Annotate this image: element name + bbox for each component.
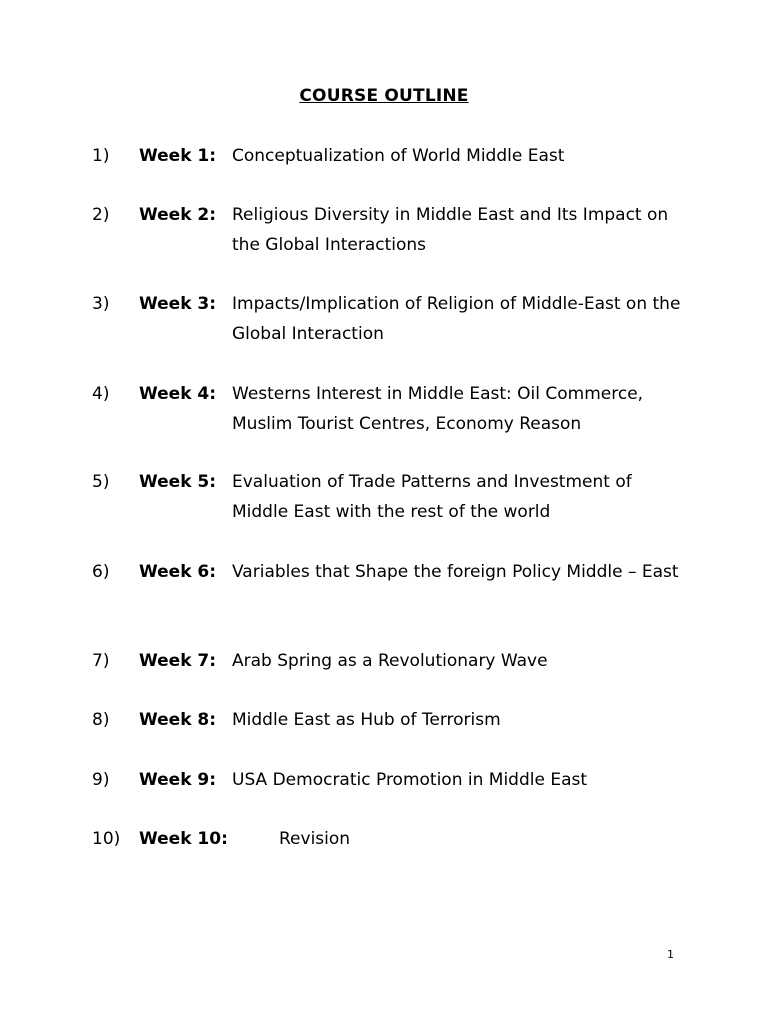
item-description: Evaluation of Trade Patterns and Investment of Middle East with the rest of the world (232, 472, 632, 522)
item-number: 2) (92, 205, 110, 225)
item-week-label: Week 6: (139, 562, 217, 582)
item-description: Arab Spring as a Revolutionary Wave (232, 651, 548, 671)
item-week-label: Week 9: (139, 770, 217, 790)
item-week-label: Week 3: (139, 294, 217, 314)
item-description: Impacts/Implication of Religion of Middle-East on the Global Interaction (232, 294, 681, 344)
item-number: 5) (92, 472, 110, 492)
item-number: 7) (92, 651, 110, 671)
page-title: COURSE OUTLINE (299, 86, 469, 106)
item-number: 9) (92, 770, 110, 790)
item-number: 4) (92, 384, 110, 404)
item-number: 3) (92, 294, 110, 314)
item-number: 10) (92, 829, 121, 849)
item-description: Variables that Shape the foreign Policy Middle – East (232, 562, 679, 582)
item-week-label: Week 2: (139, 205, 217, 225)
item-description: USA Democratic Promotion in Middle East (232, 770, 588, 790)
page-number: 1 (667, 948, 674, 961)
item-week-label: Week 8: (139, 710, 217, 730)
item-number: 6) (92, 562, 110, 582)
item-week-label: Week 1: (139, 146, 217, 166)
item-week-label: Week 5: (139, 472, 217, 492)
item-week-label: Week 10: (139, 829, 228, 849)
item-week-label: Week 4: (139, 384, 217, 404)
item-description: Revision (279, 829, 351, 849)
item-week-label: Week 7: (139, 651, 217, 671)
item-description: Religious Diversity in Middle East and Its Impact on the Global Interactions (232, 205, 669, 255)
item-number: 8) (92, 710, 110, 730)
item-number: 1) (92, 146, 110, 166)
item-description: Middle East as Hub of Terrorism (232, 710, 501, 730)
item-description: Conceptualization of World Middle East (232, 146, 565, 166)
item-description: Westerns Interest in Middle East: Oil Commerce, Muslim Tourist Centres, Economy Reason (232, 384, 644, 434)
